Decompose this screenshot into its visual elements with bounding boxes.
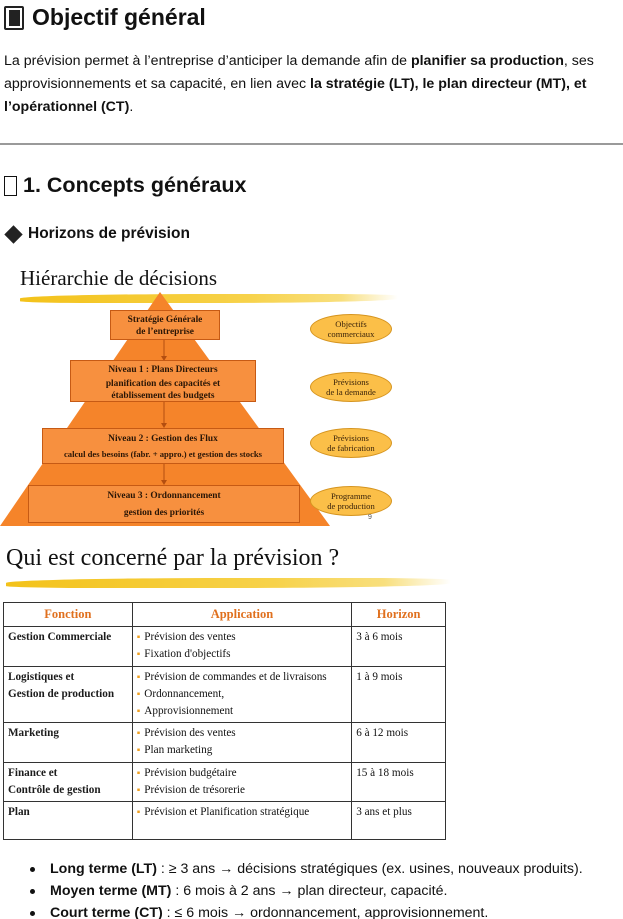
- intro-text-2: , ses approvisionnements et sa capacité, en lien avec: [4, 53, 594, 92]
- intro-text-1: La prévision permet à l’entreprise d’anticiper la demande afin de: [4, 53, 411, 69]
- fonction-line2: Gestion de production: [8, 688, 115, 700]
- header-application: Application: [132, 603, 351, 627]
- table-row: [4, 723, 446, 763]
- bullet-icon: ▪: [136, 807, 141, 818]
- fonction-line1: Logistiques et: [8, 671, 75, 683]
- bullet-icon: ▪: [136, 768, 141, 779]
- horizon-bullet-list: [30, 858, 583, 919]
- list-item: [30, 902, 583, 919]
- bullet-term: Court terme (CT): [50, 905, 163, 919]
- slide2-brush-underline: [6, 578, 451, 588]
- level-3-line1: Niveau 3 : Ordonnancement: [107, 491, 221, 501]
- subsection-heading: [4, 225, 190, 243]
- row-horizon: 6 à 12 mois: [352, 723, 446, 763]
- row-fonction: [4, 802, 133, 840]
- application-item: Prévision et Planification stratégique: [144, 806, 310, 818]
- fonction-line1: Gestion Commerciale: [8, 631, 112, 643]
- intro-text-3: .: [129, 99, 134, 115]
- intro-paragraph: [4, 50, 620, 119]
- fonction-line1: Finance et: [8, 767, 58, 779]
- row-application: [132, 802, 351, 840]
- row-horizon: 3 à 6 mois: [352, 627, 446, 667]
- oval-objectifs-line1: Objectifs: [335, 319, 367, 329]
- oval-fabrication-line2: de fabrication: [327, 443, 375, 453]
- oval-objectifs-line2: commerciaux: [327, 329, 375, 339]
- application-item: Ordonnancement,: [144, 688, 225, 700]
- oval-fabrication-line1: Prévisions: [333, 433, 369, 443]
- slide-page-number: 9: [368, 514, 372, 521]
- oval-programme-production: [310, 486, 392, 516]
- slide2-title: Qui est concerné par la prévision ?: [6, 545, 340, 571]
- diamond-icon: [4, 225, 22, 243]
- forecast-stakeholders-table: [3, 602, 446, 840]
- fonction-line1: Marketing: [8, 727, 59, 739]
- level-strategie-line2: de l’entreprise: [136, 327, 194, 337]
- level-1-line3: établissement des budgets: [111, 391, 215, 401]
- row-application: [132, 763, 351, 802]
- row-application: [132, 723, 351, 763]
- bullet-icon: ▪: [136, 672, 141, 683]
- row-application: [132, 627, 351, 667]
- intro-bold-1: planifier sa production: [410, 53, 564, 69]
- oval-programme-line2: de production: [327, 501, 375, 511]
- bullet-icon: ▪: [136, 706, 141, 717]
- table-header-row: [4, 603, 446, 627]
- level-3-box: [28, 485, 300, 523]
- oval-objectifs: [310, 314, 392, 344]
- bullet-term: Long terme (LT): [50, 861, 157, 877]
- level-1-box: [70, 360, 256, 402]
- level-2-line1: Niveau 2 : Gestion des Flux: [108, 434, 218, 444]
- subsection-heading-text: Horizons de prévision: [28, 225, 190, 242]
- row-fonction: [4, 763, 133, 802]
- bullet-icon: ▪: [136, 689, 141, 700]
- header-horizon: Horizon: [352, 603, 446, 627]
- row-horizon: 15 à 18 mois: [352, 763, 446, 802]
- level-strategie-box: [110, 310, 220, 340]
- bullet-icon: ▪: [136, 745, 141, 756]
- list-item: [30, 880, 583, 902]
- list-item: [30, 858, 583, 880]
- book-icon: [4, 6, 24, 30]
- table-row: [4, 802, 446, 840]
- application-item: Prévision de trésorerie: [144, 784, 245, 796]
- level-1-line2: planification des capacités et: [105, 379, 221, 389]
- bullet-icon: ▪: [136, 785, 141, 796]
- level-3-line2: gestion des priorités: [123, 508, 205, 518]
- placeholder-box-icon: [4, 176, 17, 196]
- oval-previsions-fabrication: [310, 428, 392, 458]
- row-fonction: [4, 627, 133, 667]
- row-fonction: [4, 723, 133, 763]
- application-item: Prévision des ventes: [144, 727, 236, 739]
- section-heading: [4, 173, 246, 198]
- bullet-icon: ▪: [136, 632, 141, 643]
- header-fonction: Fonction: [4, 603, 133, 627]
- bullet-desc: : ≤ 6 mois → ordonnancement, approvisionnement.: [162, 905, 489, 919]
- table-row: [4, 667, 446, 723]
- table-row: [4, 763, 446, 802]
- application-item: Approvisionnement: [144, 705, 234, 717]
- oval-demande-line2: de la demande: [326, 387, 376, 397]
- oval-programme-line1: Programme: [330, 491, 372, 501]
- application-item: Plan marketing: [144, 744, 213, 756]
- row-fonction: [4, 667, 133, 723]
- bullet-desc: : 6 mois à 2 ans → plan directeur, capacité.: [171, 883, 448, 899]
- fonction-line2: Contrôle de gestion: [8, 784, 101, 796]
- level-2-line2: calcul des besoins (fabr. + appro.) et gestion des stocks: [63, 449, 263, 459]
- bullet-desc: : ≥ 3 ans → décisions stratégiques (ex. usines, nouveaux produits).: [156, 861, 583, 877]
- level-2-box: [42, 428, 284, 464]
- table-row: [4, 627, 446, 667]
- row-horizon: 3 ans et plus: [352, 802, 446, 840]
- slide1-title: Hiérarchie de décisions: [20, 266, 218, 290]
- oval-demande-line1: Prévisions: [333, 377, 369, 387]
- application-item: Fixation d'objectifs: [144, 648, 231, 660]
- bullet-term: Moyen terme (MT): [50, 883, 172, 899]
- section-heading-text: 1. Concepts généraux: [23, 173, 247, 197]
- bullet-icon: ▪: [136, 728, 141, 739]
- horizontal-divider: [0, 143, 623, 145]
- application-item: Prévision des ventes: [144, 631, 236, 643]
- page-title-text: Objectif général: [32, 4, 206, 30]
- application-item: Prévision de commandes et de livraisons: [144, 671, 327, 683]
- level-strategie-line1: Stratégie Générale: [127, 315, 203, 325]
- level-1-line1: Niveau 1 : Plans Directeurs: [108, 365, 218, 375]
- fonction-line1: Plan: [8, 806, 30, 818]
- oval-previsions-demande: [310, 372, 392, 402]
- page-title: [4, 4, 206, 31]
- row-horizon: 1 à 9 mois: [352, 667, 446, 723]
- intro-bold-2: la stratégie (LT), le plan directeur (MT), et l’opérationnel (CT): [4, 76, 587, 115]
- application-item: Prévision budgétaire: [144, 767, 237, 779]
- row-application: [132, 667, 351, 723]
- bullet-icon: ▪: [136, 649, 141, 660]
